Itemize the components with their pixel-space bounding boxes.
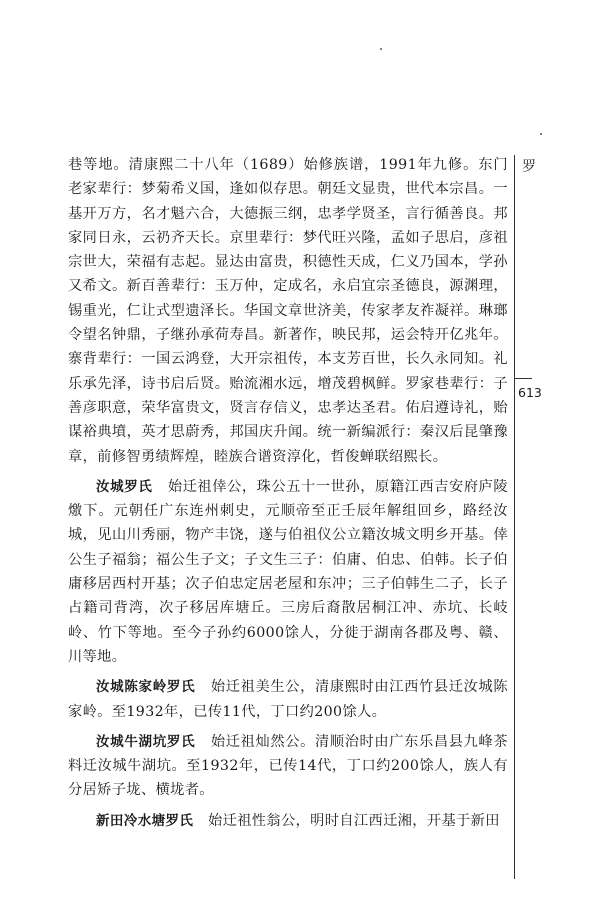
paragraph (68, 153, 508, 469)
paragraph (68, 809, 508, 833)
paragraph-text: 始迁祖倖公，珠公五十一世孙，原籍江西吉安府庐陵燩下。元朝任广东连州刺史，元顺帝至正壬辰年解组回乡，路经汝城，见山川秀丽，物产丰饶，遂与伯祖仪公立籍汝城文明乡开基。倖公生子福翁；福公生子文；子文生三子：伯庸、伯忠、伯韩。长子伯庸移居西村开基；次子伯忠定居老屋和东冲；三子伯韩生二子，长子占籍司背湾，次子移居库塘丘。三房后裔散居桐江冲、赤坑、长岐岭、竹下等地。至今子孙约6000馀人，分徙于湖南各郡及粤、赣、川等地。 (68, 478, 509, 665)
paragraph-text: 始迁祖性翁公，明时自江西迁湘，开基于新田 (208, 812, 500, 829)
section-heading: 汝城罗氏 (96, 478, 153, 495)
scan-speck (540, 133, 542, 135)
section-heading: 汝城牛湖坑罗氏 (96, 733, 196, 750)
paragraph (68, 475, 508, 669)
running-head: 罗 (522, 159, 536, 175)
page-number: 613 (518, 385, 542, 400)
paragraph (68, 675, 508, 724)
paragraph (68, 730, 508, 803)
page-number-rule (514, 378, 532, 379)
scan-speck (380, 48, 382, 50)
section-heading: 汝城陈家岭罗氏 (96, 679, 196, 696)
section-heading: 新田冷水塘罗氏 (96, 812, 194, 829)
paragraph-text: 始迁祖美生公，清康熙时由江西竹县迁汝城陈家岭。至1932年，已传11代，丁口约200馀人。 (68, 679, 508, 720)
margin-rule (514, 155, 515, 879)
paragraph-text: 巷等地。清康熙二十八年（1689）始修族谱，1991年九修。东门老家辈行：梦菊希义国，逢如似存思。朝廷文显贵，世代本宗昌。一基开万方，名才魁六合，大德振三纲，忠孝学贤圣，言行循善良。邦家同日永，云礽齐天长。京里辈行：梦代旺兴隆，孟如子思启，彦祖宗世大，荣福有志起。显达由富贵，积德性天成，仁义乃国本，学孙又希文。新百善辈行：玉万仲，定成名，永启宜宗圣德良，源渊理，锡重光，仁让式型遗泽长。华国文章世济美，传家孝友祚凝祥。琳瑯令望名钟鼎，子继孙承荷寿昌。新著作，映民邦，运会特开亿兆年。寨背辈行：一国云鸿登，大开宗祖传，本支芳百世，长久永同知。礼乐承先泽，诗书启后贤。贻流湘水远，增茂碧枫鲜。罗家巷辈行：子善彦职意，荣华富贵文，贤言存信义，忠孝达圣君。佑启遵诗礼，贻谋裕典墳，英才思蔚秀，邦国庆升闻。统一新编派行：秦汉后昆肇豫章，前修智勇绩辉煌，睦族合谱资淳化，哲俊蝉联绍熙长。 (68, 157, 508, 465)
body-text (68, 153, 508, 833)
paragraph-text: 始迁祖灿然公。清顺治时由广东乐昌县九峰茶料迁汝城牛湖坑。至1932年，已传14代，丁口约200馀人，族人有分居矫子垅、横垅者。 (68, 733, 508, 799)
